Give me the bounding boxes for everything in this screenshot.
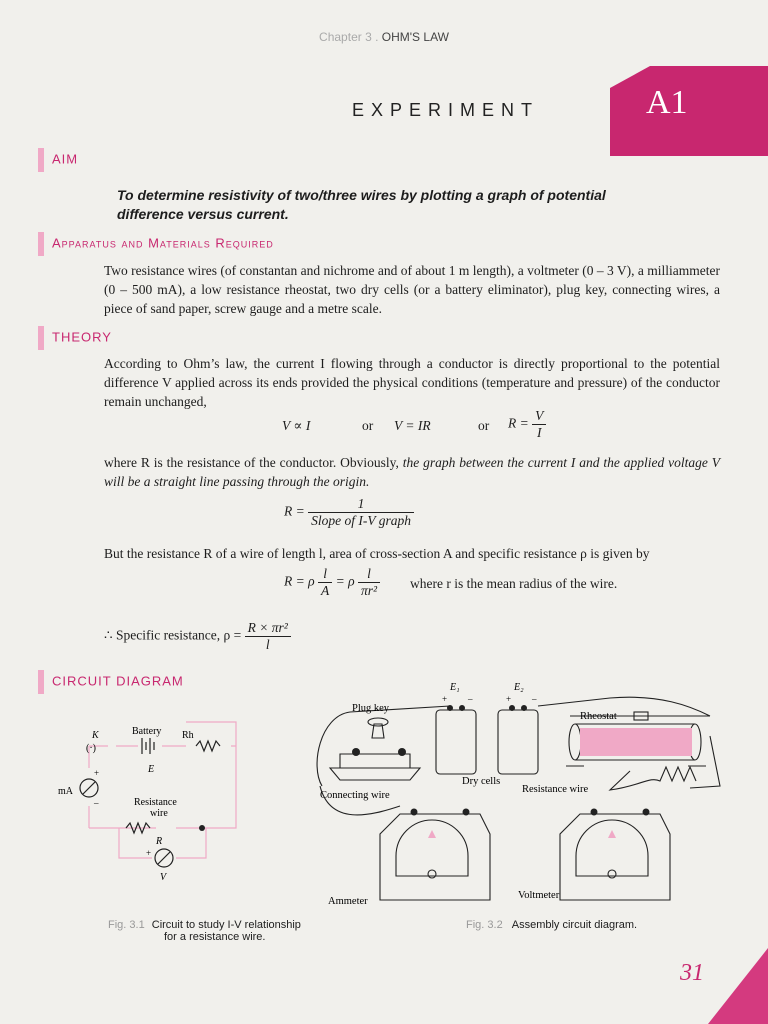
label-plus-V: + — [146, 848, 152, 858]
label-voltmeter: Voltmeter — [518, 890, 560, 901]
figure-caption-3-2: Fig. 3.2 Assembly circuit diagram. — [466, 919, 638, 931]
label-Rh: Rh — [182, 730, 194, 741]
label-ammeter: Ammeter — [328, 896, 368, 906]
label-dry-cells: Dry cells — [462, 776, 501, 787]
running-header: Chapter 3 . OHM'S LAW — [319, 30, 449, 44]
page-corner-decoration — [708, 948, 768, 1024]
rheostat-zigzag — [196, 741, 220, 751]
label-K: K — [92, 730, 99, 741]
circuit-schematic — [56, 718, 256, 888]
or-word-2: or — [478, 418, 490, 433]
label-plus-E1: + — [442, 694, 448, 704]
label-key-dot: (·) — [86, 743, 96, 754]
label-wire: wire — [150, 808, 168, 819]
label-resistance-wire: Resistance wire — [522, 784, 589, 795]
apparatus-text: Two resistance wires (of constantan and nichrome and of about 1 m length), a voltmeter (0 – 3 V), a milliammeter (0 – 500 mA), a low resistance rheostat, two dry cells (or a battery eliminator), plug key, connecting wires, a piece of sand paper, screw gauge and a metre scale. — [104, 263, 720, 316]
section-heading-circuit: CIRCUIT DIAGRAM — [38, 670, 184, 694]
label-minus-E1: – — [468, 694, 473, 704]
or-word-1: or — [362, 418, 374, 433]
section-heading-theory: THEORY — [38, 326, 112, 350]
radius-note: where r is the mean radius of the wire. — [410, 576, 618, 591]
dry-cell-2 — [498, 710, 538, 774]
label-connecting-wire: Connecting wire — [320, 790, 390, 801]
chapter-title: OHM'S LAW — [381, 30, 449, 44]
equation-ohms-law: V = IR — [394, 418, 431, 433]
figure-caption-3-1: Fig. 3.1 Circuit to study I-V relationship for a resistance wire. — [108, 919, 301, 943]
section-heading-aim: AIM — [38, 148, 78, 172]
chapter-label: Chapter 3 — [319, 30, 372, 44]
label-V: V — [160, 872, 167, 883]
label-minus-E2: – — [532, 694, 537, 704]
equation-proportional: V ∝ I — [282, 418, 311, 433]
label-mA: mA — [58, 786, 73, 797]
equation-resistivity-relation: R = ρ $\frac{l}{A}$ = ρ $\frac{l}{\text{πr²}}$ — [284, 566, 380, 599]
section-heading-apparatus: Apparatus and Materials Required — [38, 232, 274, 256]
theory-paragraph-2: where R is the resistance of the conductor. Obviously, the graph between the current I and the applied voltage V will be a straight line passing through the origin. — [104, 455, 720, 489]
label-E1: E₁ — [450, 682, 460, 693]
label-minus-mA: – — [94, 798, 99, 808]
label-E2: E₂ — [514, 682, 524, 693]
equation-resistance: R = $\frac{V}{I}$ — [508, 408, 546, 441]
experiment-number: A1 — [646, 84, 688, 121]
plug-key-base — [330, 754, 420, 780]
theory-paragraph-3: But the resistance R of a wire of length l, area of cross-section A and specific resistance ρ is given by — [104, 546, 650, 561]
experiment-title: EXPERIMENT — [352, 100, 540, 120]
battery-symbol — [142, 738, 154, 754]
aim-text: To determine resistivity of two/three wires by plotting a graph of potential difference versus current. — [117, 187, 606, 222]
label-plus-E2: + — [506, 694, 512, 704]
label-R: R — [156, 836, 163, 847]
theory-paragraph-1: According to Ohm’s law, the current I flowing through a conductor is directly proportional to the potential difference V applied across its ends provided the physical conditions (temperature and pressure) of the conductor remain unchanged, — [104, 356, 720, 409]
label-plug-key: Plug key — [352, 703, 390, 714]
equation-specific-resistance: ∴ Specific resistance, ρ = $\frac{\text{R × πr²}}{l}$ — [104, 620, 291, 653]
equation-slope: R = $\frac{1}{\text{Slope of I-V graph}}$ — [284, 496, 414, 529]
experiment-badge — [610, 66, 768, 156]
dry-cell-1 — [436, 710, 476, 774]
label-battery: Battery — [132, 726, 162, 737]
label-plus-mA: + — [94, 768, 100, 778]
page-number: 31 — [680, 960, 704, 986]
label-rheostat: Rheostat — [580, 711, 617, 722]
label-resistance: Resistance — [134, 797, 177, 808]
label-E: E — [148, 764, 155, 775]
assembly-diagram — [310, 676, 730, 906]
